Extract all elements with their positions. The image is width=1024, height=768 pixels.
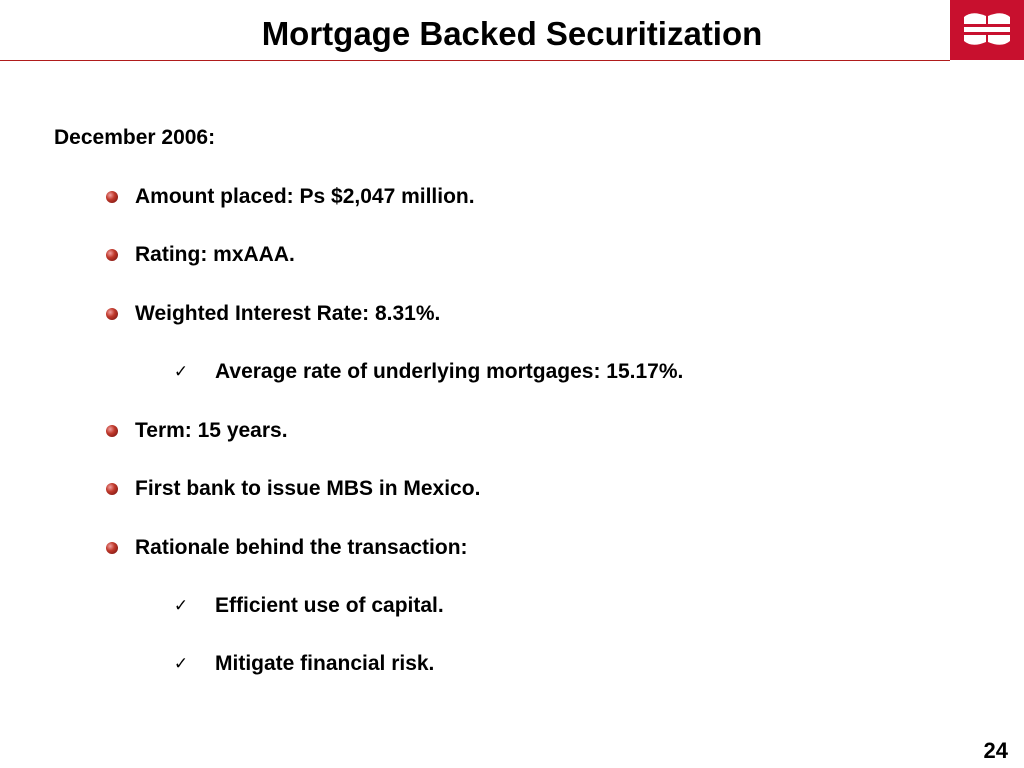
bank-logo-icon <box>950 0 1024 60</box>
bullet-text: First bank to issue MBS in Mexico. <box>135 477 481 500</box>
bullet-text: Weighted Interest Rate: 8.31%. <box>135 302 441 325</box>
bullet-item-interest-rate <box>106 301 440 327</box>
sub-item-average-rate <box>172 359 683 385</box>
sub-item-text: Efficient use of capital. <box>215 594 444 617</box>
sub-item-text: Mitigate financial risk. <box>215 652 435 675</box>
slide-title: Mortgage Backed Securitization <box>261 15 763 52</box>
sub-item-mitigate-risk <box>172 651 434 677</box>
red-ball-bullet-icon <box>106 249 118 261</box>
title-divider <box>0 60 950 61</box>
red-ball-bullet-icon <box>106 308 118 320</box>
sub-item-efficient-capital <box>172 593 444 619</box>
bullet-text: Rationale behind the transaction: <box>135 536 468 559</box>
bullet-item-rationale <box>106 535 468 561</box>
red-ball-bullet-icon <box>106 542 118 554</box>
bullet-text: Amount placed: Ps $2,047 million. <box>135 185 475 208</box>
page-number: 24 <box>983 738 1008 763</box>
checkmark-icon: ✓ <box>173 362 189 382</box>
checkmark-icon: ✓ <box>173 596 189 616</box>
section-heading: December 2006: <box>54 126 216 149</box>
bullet-text: Rating: mxAAA. <box>135 243 295 266</box>
bullet-item-rating <box>106 242 295 268</box>
bullet-item-amount <box>106 184 475 210</box>
bullet-item-first-bank <box>106 476 480 502</box>
sub-item-text: Average rate of underlying mortgages: 15.17%. <box>215 360 684 383</box>
red-ball-bullet-icon <box>106 483 118 495</box>
bullet-item-term <box>106 418 288 444</box>
red-ball-bullet-icon <box>106 191 118 203</box>
red-ball-bullet-icon <box>106 425 118 437</box>
checkmark-icon: ✓ <box>173 654 189 674</box>
bullet-text: Term: 15 years. <box>135 419 288 442</box>
